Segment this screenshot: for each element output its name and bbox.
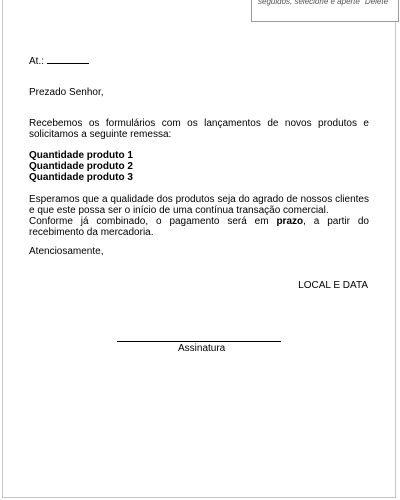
product-item: Quantidade produto 2 [29, 161, 133, 172]
payment-text-start: Conforme já combinado, o pagamento será em [29, 216, 277, 227]
closing: Atenciosamente, [29, 246, 104, 257]
paragraph-expectation: Esperamos que a qualidade dos produtos seja do agrado de nossos clientes e que este possa ser o início de uma contínua transação comercial. [29, 194, 369, 216]
recipient-label: At.: [29, 56, 45, 67]
paragraph-body [29, 194, 369, 238]
product-item: Quantidade produto 3 [29, 172, 133, 183]
place-and-date: LOCAL E DATA [298, 280, 368, 291]
payment-text-end: , a partir do recebimento da mercadoria. [29, 216, 369, 238]
product-item: Quantidade produto 1 [29, 150, 133, 161]
recipient-line [29, 55, 89, 67]
payment-term: prazo [276, 216, 304, 227]
paragraph-payment [29, 216, 369, 238]
signature-line [117, 341, 281, 342]
recipient-blank [47, 55, 89, 64]
paragraph-request: Recebemos os formulários com os lançamentos de novos produtos e solicitamos a seguinte remessa: [29, 118, 369, 140]
signature-label: Assinatura [178, 343, 226, 354]
greeting: Prezado Senhor, [29, 87, 104, 98]
product-list [29, 150, 133, 183]
instruction-note [251, 0, 399, 22]
instruction-note-text: seguidos, selecione e aperte "Delete" [258, 0, 391, 6]
